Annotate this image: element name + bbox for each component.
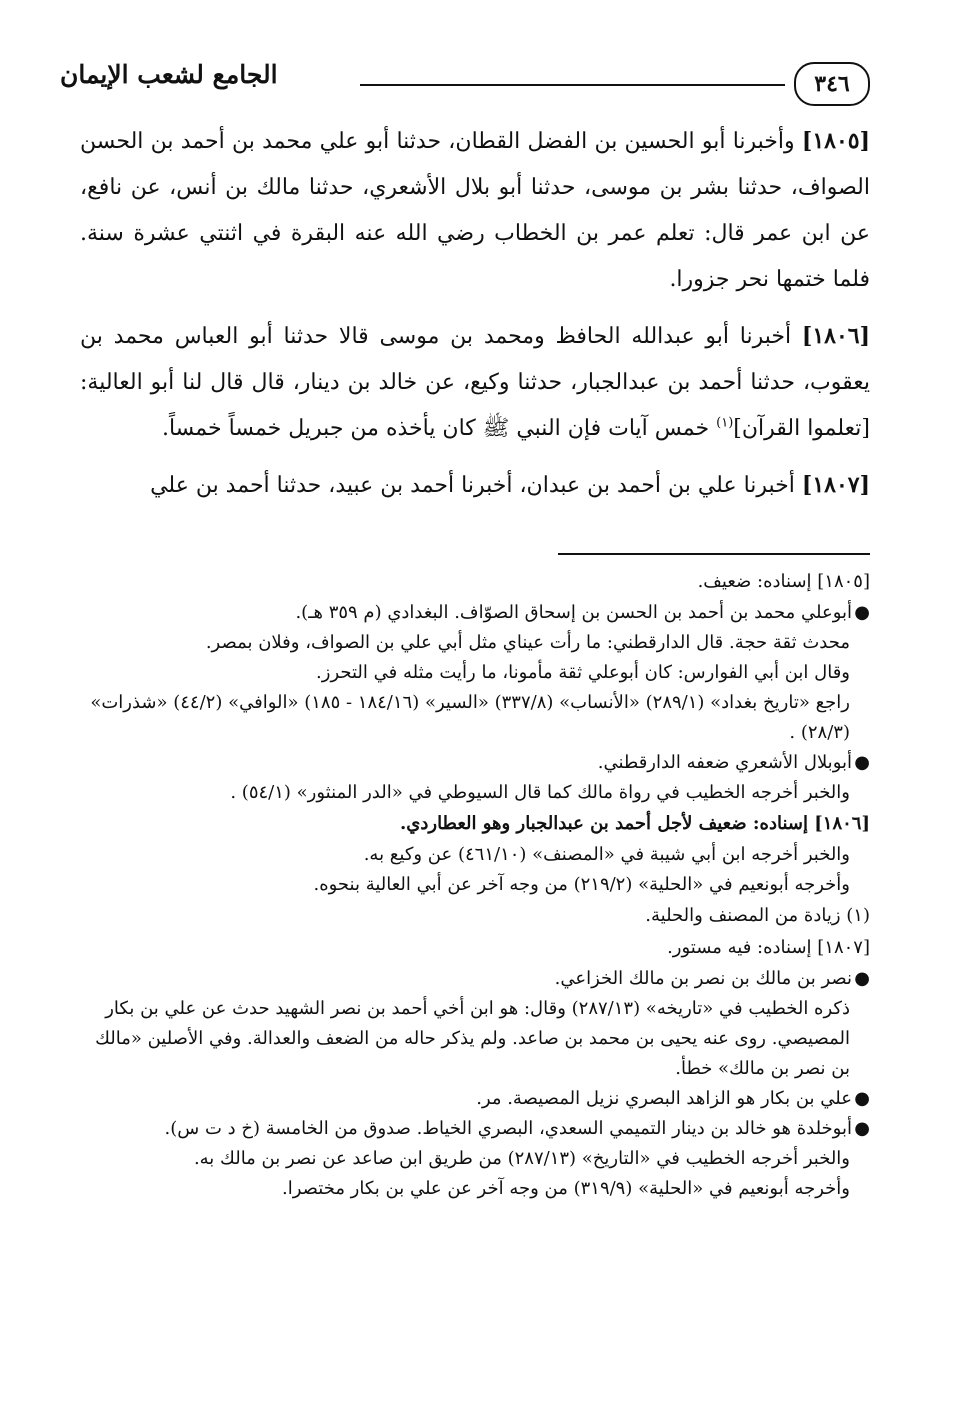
footnote-ref: (١) (716, 415, 734, 431)
hadith-number: [١٨٠٥] (801, 128, 870, 154)
footnote-rule (558, 553, 870, 555)
book-title: الجامع لشعب الإيمان (60, 60, 278, 89)
bullet-icon: ● (854, 968, 870, 989)
bullet-item: ●أبوخلدة هو خالد بن دينار التميمي السعدي، البصري الخياط. صدوق من الخامسة (خ د ت س). (80, 1114, 870, 1144)
footnote-line: محدث ثقة حجة. قال الدارقطني: ما رأت عيناي مثل أبي علي بن الصواف، وفلان بمصر. (205, 632, 850, 653)
footnote-1805-heading: [١٨٠٥] إسناده: ضعيف. (697, 571, 870, 592)
footnote-line: راجع «تاريخ بغداد» (٢٨٩/١) «الأنساب» (٣٣٧/٨) «السير» (١٨٤/١٦ - ١٨٥) «الوافي» (٤٤/٢) «شذرات» (٢٨/٣) . (90, 692, 850, 743)
hadith-number: [١٨٠٦] (801, 323, 870, 349)
hadith-1806 (80, 313, 870, 452)
bullet-item: ●أبوبلال الأشعري ضعفه الدارقطني. (80, 748, 870, 778)
footnote-line: وقال ابن أبي الفوارس: كان أبوعلي ثقة مأمونا، ما رأيت مثله في التحرز. (316, 662, 850, 683)
bullet-icon: ● (854, 1118, 870, 1139)
hadith-1805 (80, 118, 870, 303)
bullet-icon: ● (854, 1088, 870, 1109)
main-text (80, 118, 870, 519)
footnote-note-1: (١) زيادة من المصنف والحلية. (645, 905, 870, 926)
hadith-1807 (80, 462, 870, 509)
page-header (60, 58, 870, 108)
hadith-text-cont: خمس آيات فإن النبي ﷺ كان يأخذه من جبريل خمساً خمساً. (161, 416, 717, 441)
footnotes (80, 566, 870, 1204)
footnote-line: والخبر أخرجه ابن أبي شيبة في «المصنف» (٤٦١/١٠) عن وكيع به. (363, 844, 850, 865)
hadith-text: أخبرنا علي بن أحمد بن عبدان، أخبرنا أحمد بن عبيد، حدثنا أحمد بن علي (150, 473, 795, 498)
footnote-line: والخبر أخرجه الخطيب في رواة مالك كما قال السيوطي في «الدر المنثور» (٥٤/١) . (230, 782, 850, 803)
bullet-icon: ● (854, 602, 870, 623)
header-rule (360, 84, 785, 86)
bullet-item: ●علي بن بكار هو الزاهد البصري نزيل المصيصة. مر. (80, 1084, 870, 1114)
bullet-icon: ● (854, 752, 870, 773)
footnote-line: والخبر أخرجه الخطيب في «التاريخ» (٢٨٧/١٣) من طريق ابن صاعد عن نصر بن مالك به. (193, 1148, 850, 1169)
bullet-item: ●نصر بن مالك بن نصر بن مالك الخزاعي. (80, 964, 870, 994)
footnote-line: وأخرجه أبونعيم في «الحلية» (٢١٩/٢) من وجه آخر عن أبي العالية بنحوه. (313, 874, 850, 895)
hadith-text: وأخبرنا أبو الحسين بن الفضل القطان، حدثنا أبو علي محمد بن أحمد بن الحسن الصواف، حدثنا بشر بن موسى، حدثنا أبو بلال الأشعري، حدثنا مالك بن أنس، عن نافع، عن ابن عمر قال: تعلم عمر بن الخطاب رضي الله عنه البقرة في اثنتي عشرة سنة. فلما ختمها نحر جزورا. (80, 129, 870, 292)
hadith-text: أخبرنا أبو عبدالله الحافظ ومحمد بن موسى قالا حدثنا أبو العباس محمد بن يعقوب، حدثنا أحمد بن عبدالجبار، حدثنا وكيع، عن خالد بن دينار، قال قال لنا أبو العالية: [تعلموا القرآن] (80, 324, 870, 441)
footnote-line: وأخرجه أبونعيم في «الحلية» (٣١٩/٩) من وجه آخر عن علي بن بكار مختصرا. (282, 1178, 850, 1199)
footnote-1807-heading: [١٨٠٧] إسناده: فيه مستور. (667, 937, 870, 958)
bullet-item: ●أبوعلي محمد بن أحمد بن الحسن بن إسحاق الصوّاف. البغدادي (م ٣٥٩ هـ). (80, 598, 870, 628)
footnote-1806-heading: [١٨٠٦] إسناده: ضعيف لأجل أحمد بن عبدالجبار وهو العطاردي. (400, 813, 870, 834)
hadith-number: [١٨٠٧] (801, 472, 870, 498)
footnote-line: ذكره الخطيب في «تاريخه» (٢٨٧/١٣) وقال: هو ابن أخي أحمد بن نصر الشهيد حدث عن علي بن بكار المصيصي. روى عنه يحيى بن محمد بن صاعد. ولم يذكر حاله من الضعف والعدالة. وفي الأصلين «مالك بن نصر بن مالك» خطأ. (95, 998, 850, 1079)
page-number: ٣٤٦ (794, 62, 870, 106)
